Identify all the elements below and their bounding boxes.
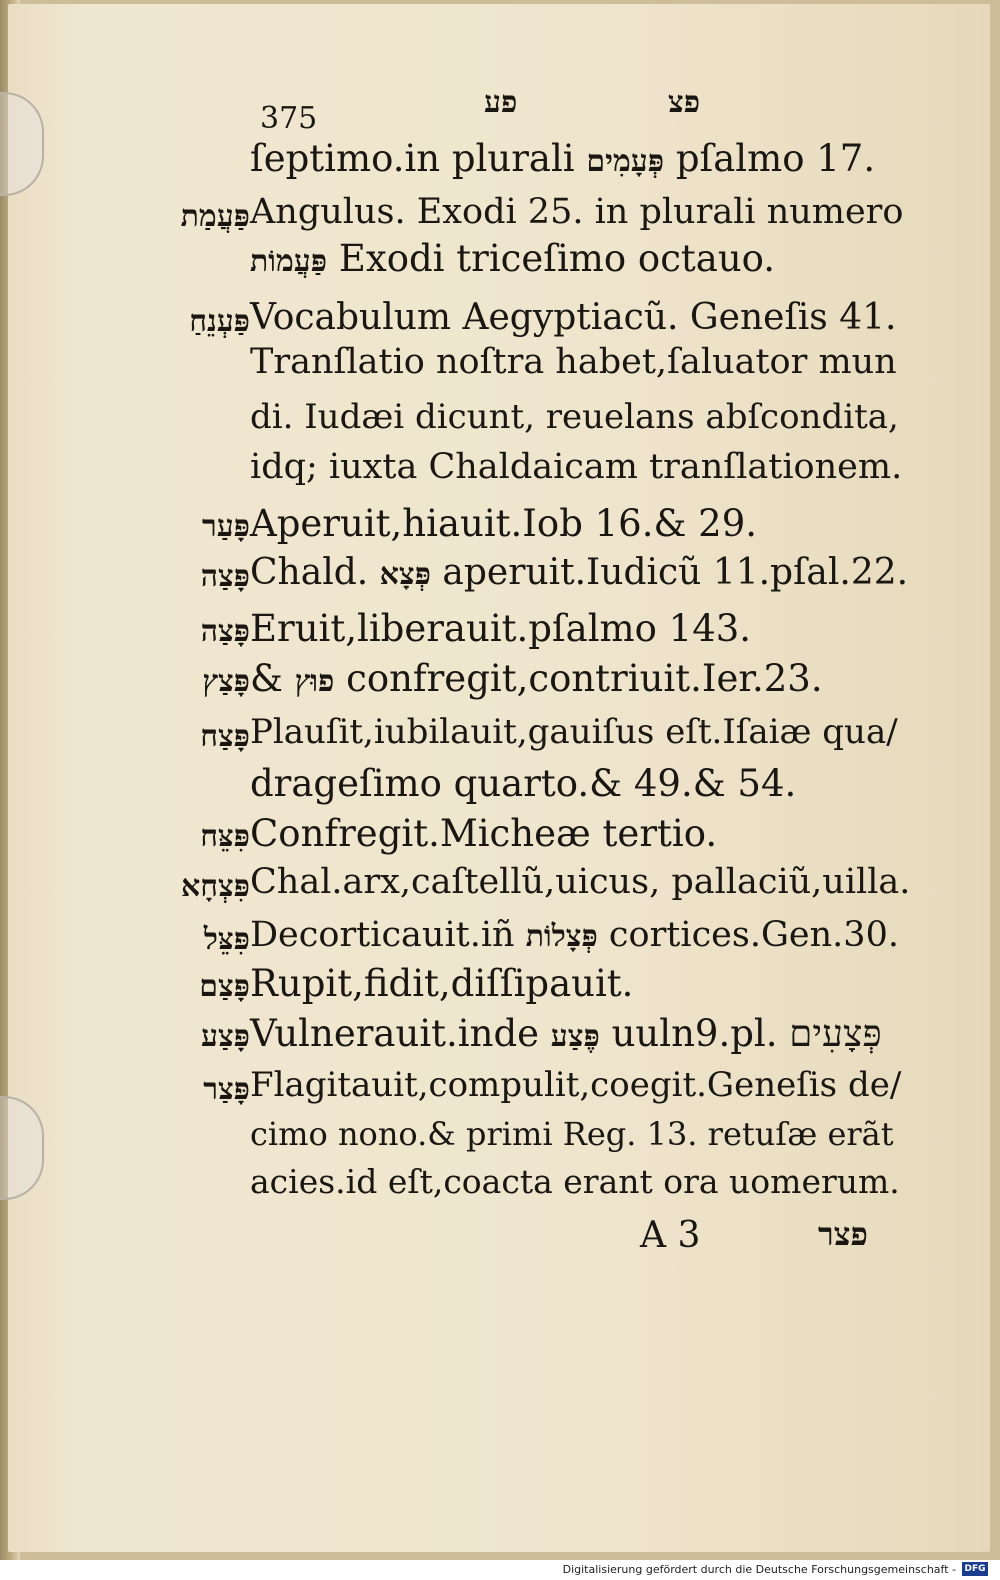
entry-line xyxy=(250,397,899,437)
entry-line xyxy=(250,137,876,180)
entry-line xyxy=(250,862,911,902)
entry-headword: פִּצֵּל xyxy=(203,922,250,957)
catchword: פצר xyxy=(818,1215,868,1253)
entry-line xyxy=(250,342,897,382)
entry-line xyxy=(250,1065,902,1105)
entry-hebrew: פְּעָמִים xyxy=(586,144,665,179)
entry-latin: Confregit.Micheæ tertio. xyxy=(250,812,718,855)
entry-headword: פִּצְחָא xyxy=(180,869,250,904)
entry-hebrew: פֶּצַע xyxy=(550,1019,600,1054)
entry-line xyxy=(250,657,823,700)
signature-mark: A 3 xyxy=(640,1215,701,1256)
entry-hebrew: פוּץ xyxy=(294,664,335,699)
entry-latin: Plauſit,iubilauit,gauiſus eſt.Iſaiæ qua/ xyxy=(250,712,898,752)
entry-latin: Vocabulum Aegyptiacũ. Geneſis 41. xyxy=(250,297,897,338)
entry-line xyxy=(250,447,903,487)
entry-latin: ſeptimo.in plurali xyxy=(250,137,575,180)
entry-latin: Aperuit,hiauit.Iob 16.& 29. xyxy=(250,502,758,545)
entry-latin: drageſimo quarto.& 49.& 54. xyxy=(250,762,797,805)
entry-latin: di. Iudæi dicunt, reuelans abſcondita, xyxy=(250,397,899,437)
running-head-right: פצ xyxy=(668,85,701,120)
entry-hebrew: פְּצָא xyxy=(379,557,431,592)
entry-line xyxy=(250,607,752,650)
entry-hebrew: פַּעֲמוֹת xyxy=(250,244,328,279)
entry-hebrew: פְּצָלוֹת xyxy=(525,919,598,954)
entry-line xyxy=(250,915,899,955)
entry-tail: cortices.Gen.30. xyxy=(608,915,899,955)
entry-latin: Chal.arx,caſtellũ,uicus, pallaciũ,uilla. xyxy=(250,862,911,902)
entry-headword: פַּעְנֵחַ xyxy=(189,304,250,339)
page-number: 375 xyxy=(260,101,318,136)
entry-latin: Tranſlatio noſtra habet,ſaluator mun xyxy=(250,342,897,382)
entry-tail: aperuit.Iudicũ 11.pſal.22. xyxy=(442,552,909,593)
dfg-logo: DFG xyxy=(962,1562,988,1576)
entry-headword: פִּצֵּח xyxy=(200,819,250,854)
entry-headword: פָּצַר xyxy=(203,1072,250,1107)
entry-line xyxy=(250,1115,894,1153)
entry-line xyxy=(250,297,897,338)
entry-line xyxy=(250,237,776,280)
entry-headword: פָּעַר xyxy=(201,509,250,544)
entry-line xyxy=(250,762,797,805)
entry-line xyxy=(250,962,634,1005)
entry-latin: Chald. xyxy=(250,552,369,593)
entry-tail: uuln9.pl. פְּצָעִים xyxy=(611,1012,882,1055)
entry-line xyxy=(250,1012,882,1055)
entry-tail: confregit,contriuit.Ier.23. xyxy=(346,657,823,700)
entry-line xyxy=(250,502,758,545)
running-head-left: פע xyxy=(484,85,518,120)
entry-line xyxy=(250,192,904,232)
entry-latin: & xyxy=(250,657,283,700)
entry-tail: Exodi triceſimo octauo. xyxy=(338,237,776,280)
entry-latin: Flagitauit,compulit,coegit.Geneſis de/ xyxy=(250,1065,902,1105)
entry-latin: idq; iuxta Chaldaicam tranſlationem. xyxy=(250,447,903,487)
entry-line xyxy=(250,812,718,855)
entry-headword: פָּצַם xyxy=(199,969,250,1004)
entry-line xyxy=(250,1162,900,1201)
entry-headword: פָּצַה xyxy=(200,614,250,649)
entry-latin: Angulus. Exodi 25. in plurali numero xyxy=(250,192,904,232)
entry-latin: Decorticauit.iñ xyxy=(250,915,515,955)
entry-headword: פָּצַח xyxy=(200,719,250,754)
entry-latin: acies.id eſt,coacta erant ora uomerum. xyxy=(250,1162,900,1201)
entry-latin: Rupit,fidit,diſſipauit. xyxy=(250,962,634,1005)
entry-headword: פָּצַץ xyxy=(202,664,250,699)
entry-headword: פַּעֲמַת xyxy=(180,199,250,234)
entry-headword: פָּצַע xyxy=(200,1019,250,1054)
entry-line xyxy=(250,552,909,593)
footer-credit: Digitalisierung gefördert durch die Deutsche Forschungsgemeinschaft - xyxy=(562,1563,956,1576)
entry-latin: cimo nono.& primi Reg. 13. retuſæ erãt xyxy=(250,1115,894,1153)
entry-latin: Eruit,liberauit.pſalmo 143. xyxy=(250,607,752,650)
entry-headword: פָּצַה xyxy=(200,559,250,594)
entry-line xyxy=(250,712,898,752)
entry-tail: pſalmo 17. xyxy=(675,137,876,180)
entry-latin: Vulnerauit.inde xyxy=(250,1012,540,1055)
